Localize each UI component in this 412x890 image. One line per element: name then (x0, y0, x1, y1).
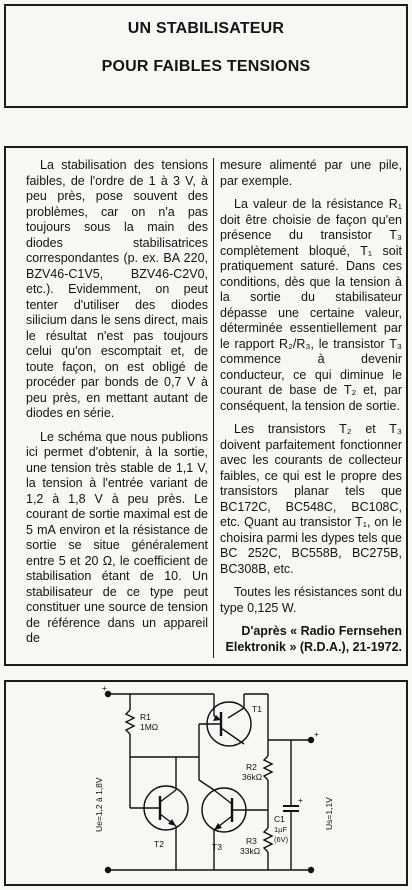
label-plus-cap: + (298, 795, 303, 805)
circuit-diagram (4, 680, 408, 886)
paragraph: Le schéma que nous publions ici permet d'obtenir, à la sortie, une tension très stable de 1,1 V, la tension à l'entrée variant de 1,2 à 1,8 V à peu près. Le courant de sortie maximal est de 5 mA environ et la résistance de sortie se situe généralement entre 5 et 20 Ω, le coefficient de stabilisation étant de 10. Un stabilisateur de ce type peut constituer une source de tension de référence dans un appareil de (26, 429, 208, 645)
article-column-left (26, 158, 208, 655)
resistor-r3 (264, 828, 272, 852)
title-box (4, 4, 408, 108)
label-r2: R2 (246, 762, 257, 772)
wire (199, 780, 214, 790)
label-c1-value: 1µF (274, 825, 288, 834)
column-divider (213, 158, 214, 658)
paragraph: La valeur de la résistance R₁ doit être choisie de façon qu'en présence du transistor T₃ complètement bloqué, T₁ soit pratiquement saturé. Dans ces conditions, dès que la tension à la sortie du stabilisateur dépasse une certaine valeur, déterminée essentiellement par le rapport R₂/R₃, le transistor T₃ commence à devenir conducteur, ce qui diminue le courant de base de T₂ et, par conséquent, la tension de sortie. (220, 197, 402, 413)
paragraph: La stabilisation des tensions faibles, de l'ordre de 1 à 3 V, à peu près, pose souvent des problèmes, car on n'a pas toujours sous la main des diodes stabilisatrices correspondantes (p. ex. BA 220, BZV46-C1V5, BZV46-C2V0, etc.). Evidemment, on peut tenter d'utiliser des diodes silicium dans le sens direct, mais le résultat n'est pas toujours celui qu'on escomptait et, de toute façon, on est obligé de procéder par bonds de 0,7 V à peu près, en mettant autant de diodes en série. (26, 158, 209, 420)
article-box (4, 146, 408, 666)
title-line-2: POUR FAIBLES TENSIONS (101, 58, 311, 75)
label-c1: C1 (274, 814, 285, 824)
t1-collector (221, 728, 244, 744)
source-credit: D'après « Radio Fernsehen Elektronik » (R.D.A.), 21-1972. (225, 624, 402, 654)
output-terminal-plus (309, 738, 314, 743)
t3-collector (214, 790, 232, 804)
title-line-1: UN STABILISATEUR (127, 20, 285, 37)
label-c1-voltage: (6V) (274, 835, 289, 844)
paragraph: Toutes les résistances sont du type 0,125 W. (220, 585, 402, 615)
paragraph: mesure alimenté par une pile, par exemple. (220, 158, 402, 188)
label-t2: T2 (154, 839, 164, 849)
paragraph: Les transistors T₂ et T₃ doivent parfaitement fonctionner avec les courants de collecteur faibles, ce qui est le propre des transistors planar tels que BC172C, BC548C, BC108C, etc. Quant au transistor T₁, on le choisira parmi les dypes tels que BC 252C, BC558B, BC275B, BC308B, etc. (220, 422, 402, 576)
label-r1-value: 1MΩ (140, 722, 159, 732)
output-terminal-minus (309, 868, 314, 873)
label-input-voltage: Ue=1,2 à 1,8V (94, 777, 104, 832)
resistor-r1 (126, 710, 134, 734)
label-plus-output: + (314, 729, 319, 739)
label-r3: R3 (246, 836, 257, 846)
resistor-r2 (264, 756, 272, 780)
circuit-schematic (6, 682, 410, 888)
label-t3: T3 (212, 842, 222, 852)
label-output-voltage: Us=1,1V (324, 797, 334, 830)
label-t1: T1 (252, 704, 262, 714)
label-r2-value: 36kΩ (242, 772, 263, 782)
label-r1: R1 (140, 712, 151, 722)
article-column-right (220, 158, 402, 655)
t2-collector (160, 790, 176, 802)
label-plus-input: + (102, 683, 107, 693)
wire (228, 708, 244, 718)
input-terminal-minus (106, 868, 111, 873)
label-r3-value: 33kΩ (240, 846, 261, 856)
